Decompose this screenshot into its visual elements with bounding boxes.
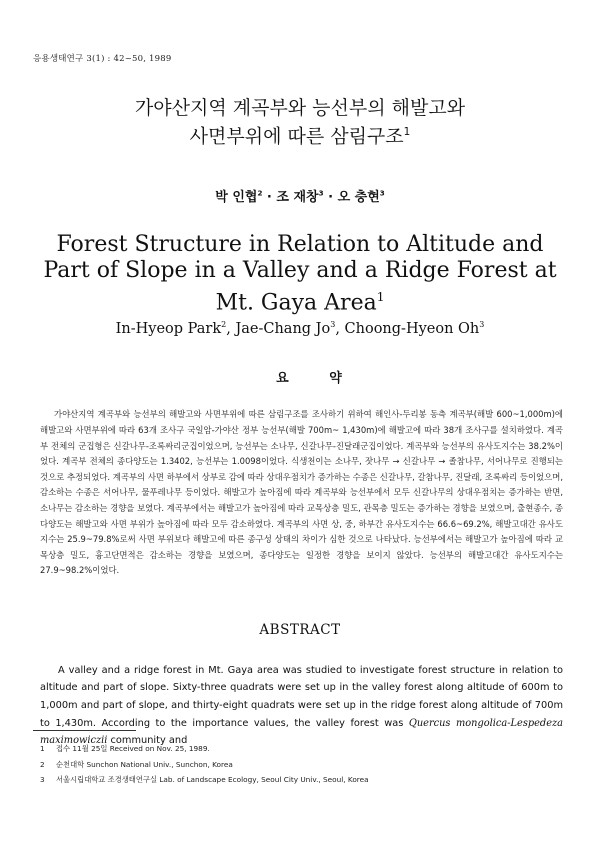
footnote-text: 접수 11월 25일 Received on Nov. 25, 1989. xyxy=(56,744,210,753)
footnotes xyxy=(40,744,560,791)
english-author-2: Jae-Chang Jo xyxy=(235,320,331,337)
english-author-2-mark: 3 xyxy=(330,320,336,329)
english-author-1: In-Hyeop Park xyxy=(115,320,222,337)
english-author-3-mark: 3 xyxy=(479,320,485,329)
english-author-3: Choong-Hyeon Oh xyxy=(344,320,480,337)
english-abstract xyxy=(40,662,563,750)
korean-author-3: 오 충현 xyxy=(337,190,380,205)
korean-author-2: 조 재창 xyxy=(276,190,319,205)
korean-abstract: 가야산지역 계곡부와 능선부의 해발고와 사면부위에 따른 삼림구조를 조사하기 위하여 해인사-두리봉 동측 계곡부(해발 600~1,000m)에 해발고와 사면부위에 따라 63개 조사구 국일암-가야산 정부 능선부(해발 700m~ 1,430m)에 해발고에 따라 38개 조사구를 설치하였다. 계곡부 전체의 군집형은 신갈나무-조록싸리군집이었으며, 능선부는 소나무, 신갈나무-진달래군집이었다. 계곡부와 능선부의 유사도지수는 38.2%이었다. 계곡부 전체의 종다양도는 1.3402, 능선부는 1.0098이었다. 식생천이는 소나무, 잣나무 → 신갈나무 → 졸참나무, 서어나무로 진행되는 것으로 추정되었다. 계곡부의 사면 하부에서 상부로 감에 따라 상대우점치가 증가하는 수종은 신갈나무, 갈참나무, 진달래, 조록싸리 등이었으며, 감소하는 수종은 서어나무, 물푸레나무 등이었다. 해발고가 높아짐에 따라 계곡부와 능선부에서 모두 신갈나무의 상대우점치는 증가하는 반면, 소나무는 감소하는 경향을 보였다. 계곡부에서는 해발고가 높아짐에 따라 교목상층 밀도, 관목층 밀도는 증가하는 경향을 보였으며, 출현종수, 종다양도는 해발고와 사면 부위가 높아짐에 따라 모두 감소하였다. 계곡부의 사면 상, 중, 하부간 유사도지수는 66.6~69.2%, 해발고대간 유사도지수는 25.9~79.8%로써 사면 부위보다 해발고에 따른 종구성 상태의 차이가 심한 것으로 나타났다. 능선부에서는 해발고가 높아짐에 따라 교목상층 밀도, 흉고단면적은 감소하는 경향을 보였으며, 종다양도는 일정한 경향을 보이지 않았다. 능선부의 해발고대간 유사도지수는 27.9~98.2%이었다. xyxy=(40,409,563,576)
english-abstract-text-end: community and xyxy=(107,735,188,747)
korean-title xyxy=(0,96,600,148)
author-separator: · xyxy=(262,190,277,205)
korean-author-3-mark: 3 xyxy=(379,188,385,198)
english-title xyxy=(40,232,560,316)
english-title-text: Forest Structure in Relation to Altitude and Part of Slope in a Valley and a Ridge Forest at Mt. Gaya Area xyxy=(43,232,557,316)
author-separator: · xyxy=(323,190,338,205)
footnote xyxy=(40,775,560,791)
english-author-1-mark: 2 xyxy=(221,320,227,329)
korean-abstract-heading: 요 약 xyxy=(276,371,360,386)
abstract-heading: ABSTRACT xyxy=(259,622,341,638)
running-head: 응용생태연구 3(1) : 42~50, 1989 xyxy=(33,54,172,64)
korean-author-1: 박 인협 xyxy=(215,190,258,205)
footnote xyxy=(40,760,560,776)
footnote-number: 1 xyxy=(40,744,45,753)
korean-title-line-1: 가야산지역 계곡부와 능선부의 해발고와 xyxy=(134,97,466,119)
species-name: Quercus mongolica-Lespedeza maximowiczii xyxy=(40,717,563,747)
footnote-divider xyxy=(33,730,136,731)
korean-authors xyxy=(0,186,600,205)
footnote xyxy=(40,744,560,760)
english-authors xyxy=(0,320,600,337)
english-abstract-text: A valley and a ridge forest in Mt. Gaya area was studied to investigate forest structure in relation to altitude and part of slope. Sixty-three quadrats were set up in the valley forest along altitude of 600m to 1,000m and part of slope, and thirty-eight quadrats were set up in the ridge forest along altitude of 700m to 1,430m. According to the importance values, the valley forest was xyxy=(40,664,563,729)
korean-title-line-2-text: 사면부위에 따른 삼림구조 xyxy=(189,125,404,148)
korean-author-2-mark: 3 xyxy=(318,188,324,198)
footnote-number: 2 xyxy=(40,759,45,769)
author-separator: , xyxy=(226,320,236,337)
korean-title-line-2 xyxy=(0,120,600,148)
footnote-number: 3 xyxy=(40,775,45,784)
english-title-footnote-mark: 1 xyxy=(376,290,385,304)
footnote-text: 서울시립대학교 조경생태연구실 Lab. of Landscape Ecology, Seoul City Univ., Seoul, Korea xyxy=(56,775,369,784)
author-separator: , xyxy=(335,320,345,337)
footnote-text: 순천대학 Sunchon National Univ., Sunchon, Korea xyxy=(56,759,233,769)
korean-author-1-mark: 2 xyxy=(257,188,263,198)
korean-title-footnote-mark: 1 xyxy=(403,126,411,138)
